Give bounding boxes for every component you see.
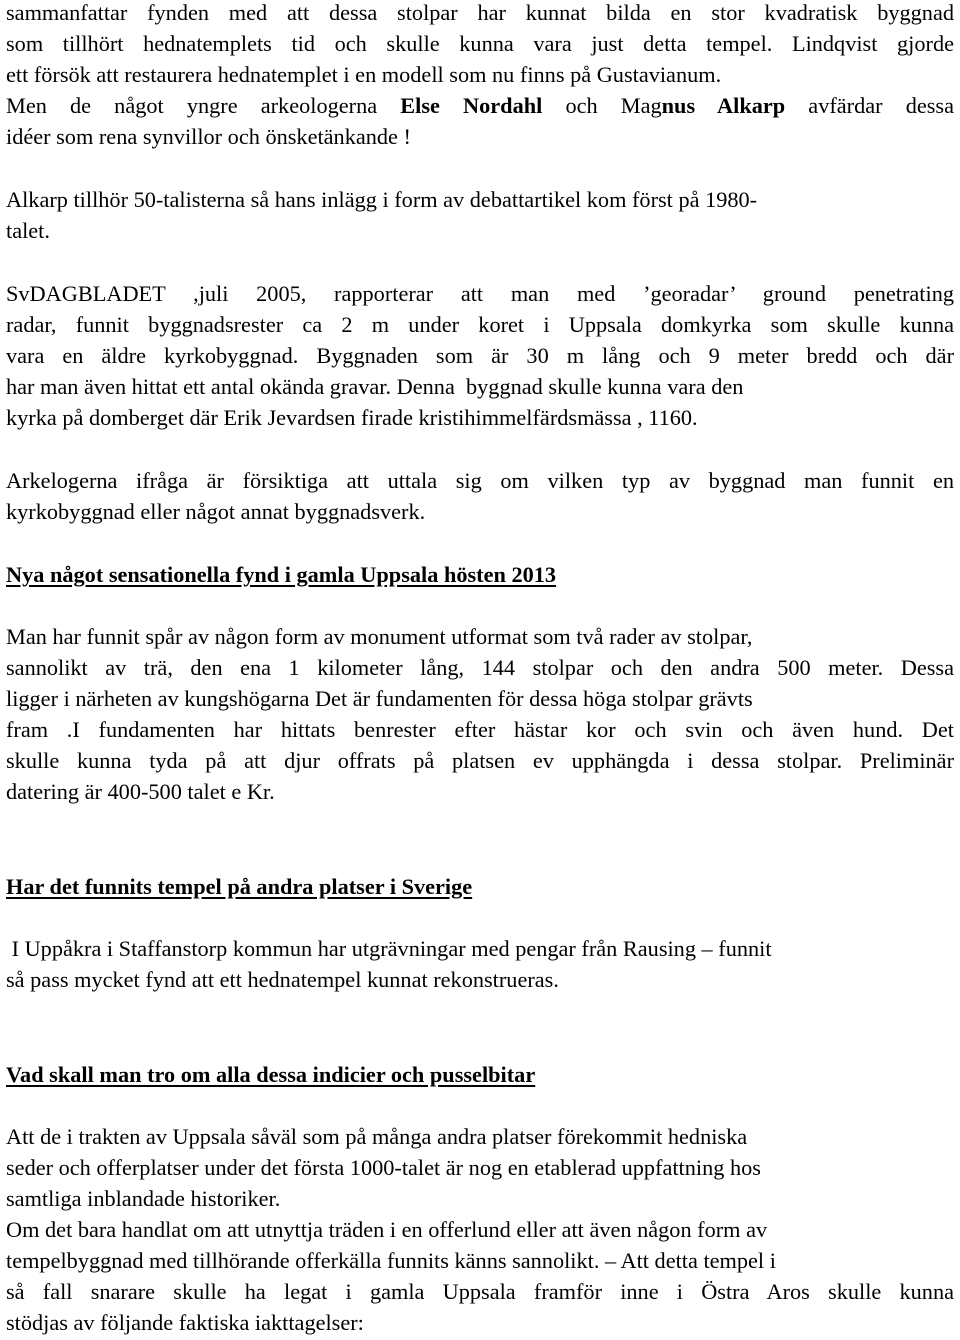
section-heading: Vad skall man tro om alla dessa indicier och pusselbitar (6, 1062, 536, 1087)
paragraph-line: ett försök att restaurera hednatemplet i en modell som nu finns på Gustavianum. (6, 62, 722, 87)
paragraph-line: radar, funnit byggnadsrester ca 2 m under koret i Uppsala domkyrka som skulle kunna (6, 312, 954, 337)
paragraph-line: vara en äldre kyrkobyggnad. Byggnaden som är 30 m lång och 9 meter bredd och där (6, 343, 954, 368)
text-run: avfärdar dessa (785, 93, 954, 118)
paragraph-line: kyrka på domberget där Erik Jevardsen firade kristihimmelfärdsmässa , 1160. (6, 405, 698, 430)
paragraph-line: har man även hittat ett antal okända gravar. Denna byggnad skulle kunna vara den (6, 374, 744, 399)
paragraph-line: som tillhört hednatemplets tid och skulle kunna vara just detta tempel. Lindqvist gjorde (6, 31, 954, 56)
paragraph-line: datering är 400-500 talet e Kr. (6, 779, 275, 804)
paragraph-line: seder och offerplatser under det första 1000-talet är nog en etablerad uppfattning hos (6, 1155, 761, 1180)
paragraph-line: I Uppåkra i Staffanstorp kommun har utgrävningar med pengar från Rausing – funnit (6, 936, 772, 961)
paragraph-line: idéer som rena synvillor och önsketänkande ! (6, 124, 411, 149)
paragraph-line: Att de i trakten av Uppsala såväl som på många andra platser förekommit hedniska (6, 1124, 748, 1149)
paragraph-line: SvDAGBLADET ,juli 2005, rapporterar att man med ’georadar’ ground penetrating (6, 281, 954, 306)
text-run: och Mag (542, 93, 662, 118)
section-heading: Nya något sensationella fynd i gamla Uppsala hösten 2013 (6, 562, 557, 587)
paragraph-line: Alkarp tillhör 50-talisterna så hans inlägg i form av debattartikel kom först på 1980- (6, 187, 758, 212)
paragraph-line: Arkelogerna ifråga är försiktiga att uttala sig om vilken typ av byggnad man funnit en (6, 468, 954, 493)
paragraph-line: stödjas av följande faktiska iakttagelser: (6, 1310, 364, 1335)
paragraph-line: fram .I fundamenten har hittats benrester efter hästar kor och svin och även hund. Det (6, 717, 954, 742)
paragraph-line: tempelbyggnad med tillhörande offerkälla funnits känns sannolikt. – Att detta tempel i (6, 1248, 776, 1273)
paragraph-line: kyrkobyggnad eller något annat byggnadsverk. (6, 499, 426, 524)
bold-name: nus Alkarp (661, 93, 786, 118)
paragraph-line (6, 90, 954, 121)
paragraph-line: Man har funnit spår av någon form av monument utformat som två rader av stolpar, (6, 624, 753, 649)
paragraph-line: sammanfattar fynden med att dessa stolpar har kunnat bilda en stor kvadratisk byggnad (6, 0, 954, 25)
paragraph-line: talet. (6, 218, 50, 243)
paragraph-line: Om det bara handlat om att utnyttja träden i en offerlund eller att även någon form av (6, 1217, 768, 1242)
paragraph-line: ligger i närheten av kungshögarna Det är fundamenten för dessa höga stolpar grävts (6, 686, 753, 711)
paragraph-line: så pass mycket fynd att ett hednatempel kunnat rekonstrueras. (6, 967, 559, 992)
paragraph-line: samtliga inblandade historiker. (6, 1186, 281, 1211)
text-run: Men de något yngre arkeologerna (6, 93, 401, 118)
paragraph-line: sannolikt av trä, den ena 1 kilometer lång, 144 stolpar och den andra 500 meter. Dessa (6, 655, 954, 680)
bold-name: Else Nordahl (400, 93, 543, 118)
paragraph-line: så fall snarare skulle ha legat i gamla Uppsala framför inne i Östra Aros skulle kunna (6, 1279, 954, 1304)
section-heading: Har det funnits tempel på andra platser i Sverige (6, 874, 473, 899)
paragraph-line: skulle kunna tyda på att djur offrats på platsen ev upphängda i dessa stolpar. Preliminär (6, 748, 954, 773)
